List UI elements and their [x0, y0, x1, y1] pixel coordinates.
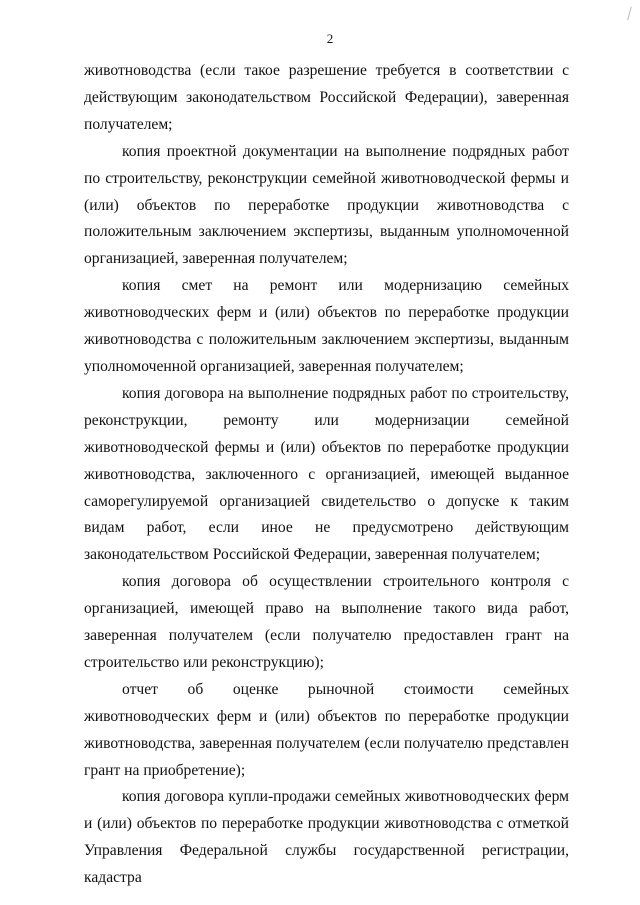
paragraph-purchase-contract: копия договора купли-продажи семейных животноводческих ферм и (или) объектов по переработке продукции животноводства с отметкой Управления Федеральной службы государственной регистрации, кадастра: [84, 788, 569, 887]
paragraph-repair-estimates: копия смет на ремонт или модернизацию семейных животноводческих ферм и (или) объектов по переработке продукции животноводства с положительным заключением экспертизы, выданным уполномоченной организацией, заверенная получателем;: [84, 277, 569, 375]
paragraph-contract-works: копия договора на выполнение подрядных работ по строительству, реконструкции, ремонту или модернизации семейной животноводческой фермы и (или) объектов по переработке продукции животноводства, заключенного с организацией, имеющей выданное саморегулируемой организацией свидетельство о допуске к таким видам работ, если иное не предусмотрено действующим законодательством Российской Федерации, заверенная получателем;: [84, 384, 569, 564]
paragraph-project-documentation: копия проектной документации на выполнение подрядных работ по строительству, реконструкции семейной животноводческой фермы и (или) объектов по переработке продукции животноводства с положительным заключением экспертизы, выданным уполномоченной организацией, заверенная получателем;: [84, 142, 569, 268]
paragraph-continuation: животноводства (если такое разрешение требуется в соответствии с действующим законодательством Российской Федерации), заверенная получателем;: [84, 62, 569, 133]
paragraph-valuation-report: отчет об оценке рыночной стоимости семейных животноводческих ферм и (или) объектов по переработке продукции животноводства, заверенная получателем (если получателю представлен грант на приобретение);: [84, 680, 569, 779]
scan-mark: [623, 6, 631, 21]
paragraph-construction-control: копия договора об осуществлении строительного контроля с организацией, имеющей право на выполнение такого вида работ, заверенная получателем (если получателю предоставлен грант на строительство или реконструкцию);: [84, 573, 569, 671]
document-body: [84, 58, 569, 892]
page-number: 2: [326, 31, 334, 46]
